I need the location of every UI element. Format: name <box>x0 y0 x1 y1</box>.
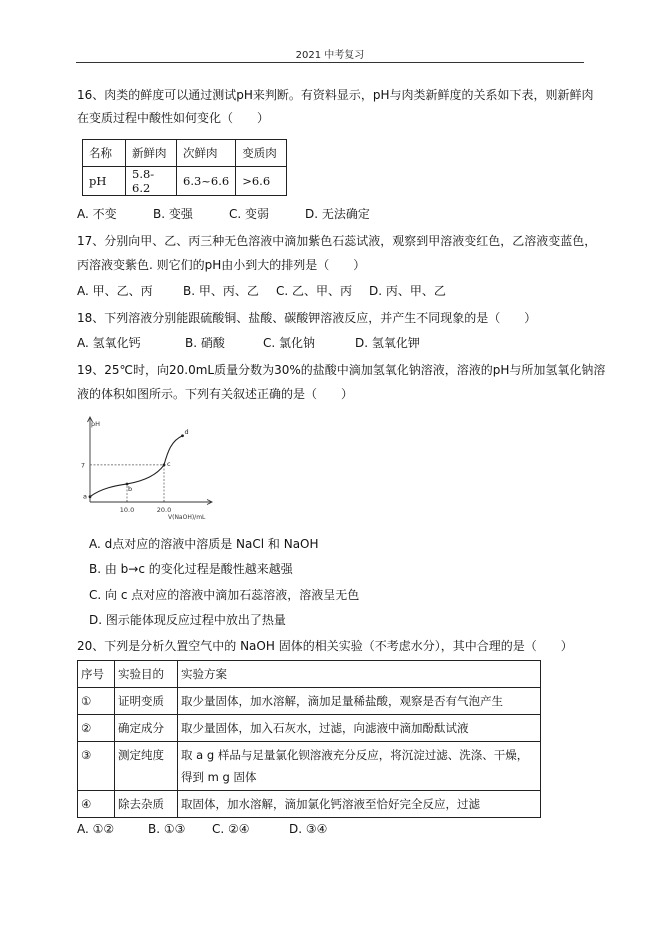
table-row <box>78 791 541 818</box>
data-point-a <box>89 495 92 498</box>
data-point-c <box>163 464 166 467</box>
q18-option-b: B. 硝酸 <box>185 336 225 350</box>
q20-experiment-table <box>77 660 541 818</box>
q16-text-line2: 在变质过程中酸性如何变化（ ） <box>77 111 270 125</box>
q19-option-d: D. 图示能体现反应过程中放出了热量 <box>89 613 286 627</box>
q19-option-c: C. 向 c 点对应的溶液中滴加石蕊溶液，溶液呈无色 <box>89 588 360 602</box>
x-tick-label: 10.0 <box>119 506 135 514</box>
q18-option-d: D. 氢氧化钾 <box>355 336 420 350</box>
x-tick-label: 20.0 <box>156 506 172 514</box>
page-header: 2021 中考复习 <box>295 50 365 61</box>
q19-text-line2: 液的体积如图所示。下列有关叙述正确的是（ ） <box>77 387 354 401</box>
q20-text-line1: 20、下列是分析久置空气中的 NaOH 固体的相关实验（不考虑水分），其中合理的是（ ） <box>77 639 573 653</box>
header-divider <box>76 62 584 63</box>
table-cell: 证明变质 <box>115 688 178 715</box>
q18-text-line1: 18、下列溶液分别能跟硫酸铜、盐酸、碳酸钾溶液反应，并产生不同现象的是（ ） <box>77 311 537 325</box>
table-header-row <box>78 661 541 688</box>
q17-text-line2: 丙溶液变紫色. 则它们的pH由小到大的排列是（ ） <box>77 258 366 272</box>
q17-option-b: B. 甲、丙、乙 <box>183 284 259 298</box>
q17-text-line1: 17、分别向甲、乙、丙三种无色溶液中滴加紫色石蕊试液，观察到甲溶液变红色，乙溶液变蓝色， <box>77 234 597 248</box>
q16-text-line1: 16、肉类的鲜度可以通过测试pH来判断。有资料显示，pH与肉类新鲜度的关系如下表，则新鲜肉 <box>77 88 594 102</box>
q17-option-c: C. 乙、甲、丙 <box>276 284 353 298</box>
q19-option-b: B. 由 b→c 的变化过程是酸性越来越强 <box>89 562 293 576</box>
point-label-b: b <box>128 484 133 493</box>
table-cell: 5.8-6.2 <box>126 167 177 196</box>
table-cell: pH <box>83 167 126 196</box>
table-row <box>78 688 541 715</box>
table-header-cell: 名称 <box>83 140 126 167</box>
q17-option-a: A. 甲、乙、丙 <box>77 284 153 298</box>
table-header-row <box>83 140 287 167</box>
x-axis-label: V(NaOH)/mL <box>168 514 206 521</box>
table-cell: >6.6 <box>236 167 287 196</box>
table-cell: 取少量固体，加水溶解，滴加足量稀盐酸，观察是否有气泡产生 <box>178 688 541 715</box>
table-row <box>78 715 541 742</box>
data-point-d <box>181 434 184 437</box>
table-cell: 测定纯度 <box>115 742 178 791</box>
table-header-cell: 实验目的 <box>115 661 178 688</box>
q18-option-c: C. 氯化钠 <box>263 336 316 350</box>
q16-option-d: D. 无法确定 <box>305 207 370 221</box>
y-tick-label: 7 <box>80 461 85 470</box>
table-cell: ④ <box>78 791 115 818</box>
table-cell: 取少量固体，加入石灰水，过滤，向滤液中滴加酚酞试液 <box>178 715 541 742</box>
q20-option-c: C. ②④ <box>212 822 250 836</box>
table-header-cell: 次鲜肉 <box>177 140 236 167</box>
q18-option-a: A. 氢氧化钙 <box>77 336 141 350</box>
table-cell: 取固体，加水溶解，滴加氯化钙溶液至恰好完全反应，过滤 <box>178 791 541 818</box>
table-header-cell: 新鲜肉 <box>126 140 177 167</box>
table-row <box>78 742 541 791</box>
q19-text-line1: 19、25℃时，向20.0mL质量分数为30%的盐酸中滴加氢氧化钠溶液，溶液的pH与所加氢氧化钠溶 <box>77 363 606 377</box>
table-cell: ① <box>78 688 115 715</box>
q16-ph-table <box>82 139 287 196</box>
q19-option-a: A. d点对应的溶液中溶质是 NaCl 和 NaOH <box>89 537 319 551</box>
table-cell: 除去杂质 <box>115 791 178 818</box>
q16-option-a: A. 不变 <box>77 207 117 221</box>
table-cell: 取 a g 样品与足量氯化钡溶液充分反应，将沉淀过滤、洗涤、干燥，得到 m g 固体 <box>178 742 541 791</box>
q17-option-d: D. 丙、甲、乙 <box>369 284 446 298</box>
y-axis-label: pH <box>91 420 101 428</box>
table-cell: 确定成分 <box>115 715 178 742</box>
q16-option-c: C. 变弱 <box>229 207 270 221</box>
table-row <box>83 167 287 196</box>
table-header-cell: 序号 <box>78 661 115 688</box>
q20-option-a: A. ①② <box>77 822 115 836</box>
q16-option-b: B. 变强 <box>153 207 193 221</box>
point-label-d: d <box>184 427 189 436</box>
point-label-a: a <box>83 492 87 501</box>
table-cell: ③ <box>78 742 115 791</box>
q20-option-d: D. ③④ <box>289 822 328 836</box>
table-cell: 6.3~6.6 <box>177 167 236 196</box>
q20-option-b: B. ①③ <box>148 822 186 836</box>
table-header-cell: 变质肉 <box>236 140 287 167</box>
table-header-cell: 实验方案 <box>178 661 541 688</box>
q19-ph-chart <box>80 414 220 524</box>
table-cell: ② <box>78 715 115 742</box>
point-label-c: c <box>167 459 171 468</box>
